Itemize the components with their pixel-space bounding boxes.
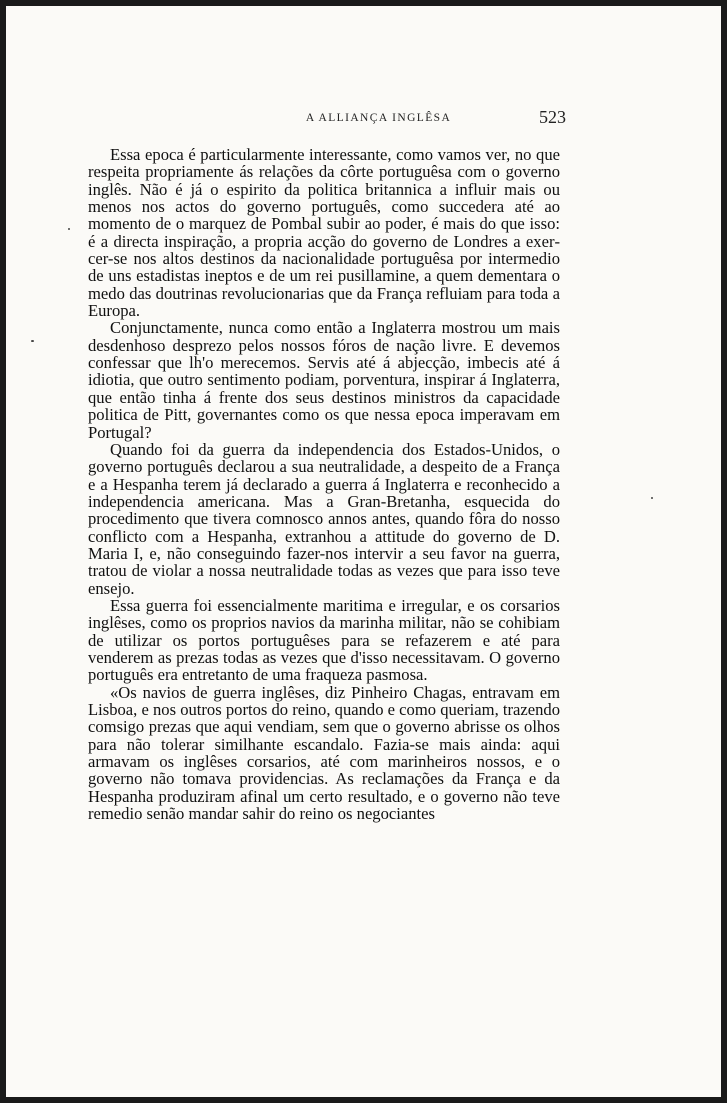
paragraph: Quando foi da guerra da independencia dos Estados-Unidos, o governo português declarou a sua neutralidade, a despeito de a França e a Hespanha terem já declarado a guerra á Inglaterra e reconhecido a independencia americana. Mas a Gran-Bretanha, esquecida do procedimento que tivera comnosco annos antes, quando fôra do nosso conflicto com a Hespanha, extranhou a attitude do governo de D. Maria I, e, não conseguindo fazer-nos intervir a seu favor na guerra, tratou de violar a nossa neutralidade todas as vezes que para isso teve ensejo. [88, 439, 560, 598]
body-text [88, 146, 560, 822]
ink-speck [31, 340, 34, 342]
ink-speck [651, 497, 653, 499]
running-title: A ALLIANÇA INGLÊSA [305, 112, 452, 124]
running-header [6, 107, 721, 134]
book-page [6, 6, 721, 1097]
page-number: 523 [539, 107, 566, 127]
paragraph: Conjunctamente, nunca como então a Inglaterra mostrou um mais desdenhoso desprezo pelos nossos fóros de nação livre. E devemos confessar que lh'o merecemos. Servis até á abjecção, imbecis até á idiotia, que outro sentimento podiam, porventura, inspirar á Inglaterra, que então tinha á frente dos seus destinos ministros da capacidade politica de Pitt, governantes como os que nessa epoca imperavam em Portugal? [88, 318, 560, 442]
paragraph: «Os navios de guerra inglêses, diz Pinheiro Chagas, entravam em Lisboa, e nos outros portos do reino, quando e como queriam, trazendo comsigo prezas que aqui vendiam, sem que o governo abrisse os olhos para não tolerar similhante escandalo. Fazia-se mais ainda: aqui armavam os inglêses corsarios, até com marinheiros nossos, e o governo não tomava providencias. As reclamações da França e da Hespanha produziram afinal um certo resultado, e o governo não teve remedio senão mandar sahir do reino os negociantes [88, 682, 560, 824]
ink-speck [68, 228, 70, 230]
paragraph: Essa epoca é particularmente interessante, como vamos ver, no que respeita propriamente ás relações da côrte portuguêsa com o governo inglês. Não é já o espirito da politica britannica a influir mais ou menos nos actos do governo português, como succedera até ao momento de o marquez de Pombal subir ao poder, é mais do que isso: é a directa inspiração, a propria acção do governo de Londres a exercer-se nos altos destinos da nacionalidade portuguêsa por intermedio de uns estadistas ineptos e de um rei pusillamine, a quem dementara o medo das doutrinas revolucionarias que da França refluiam para toda a Europa. [88, 145, 560, 321]
paragraph: Essa guerra foi essencialmente maritima e irregular, e os corsarios inglêses, como os proprios navios da marinha militar, não se cohibiam de utilizar os portos portuguêses para se refazerem e até para venderem as prezas todas as vezes que d'isso necessitavam. O governo português era entretanto de uma fraqueza pasmosa. [88, 595, 560, 685]
